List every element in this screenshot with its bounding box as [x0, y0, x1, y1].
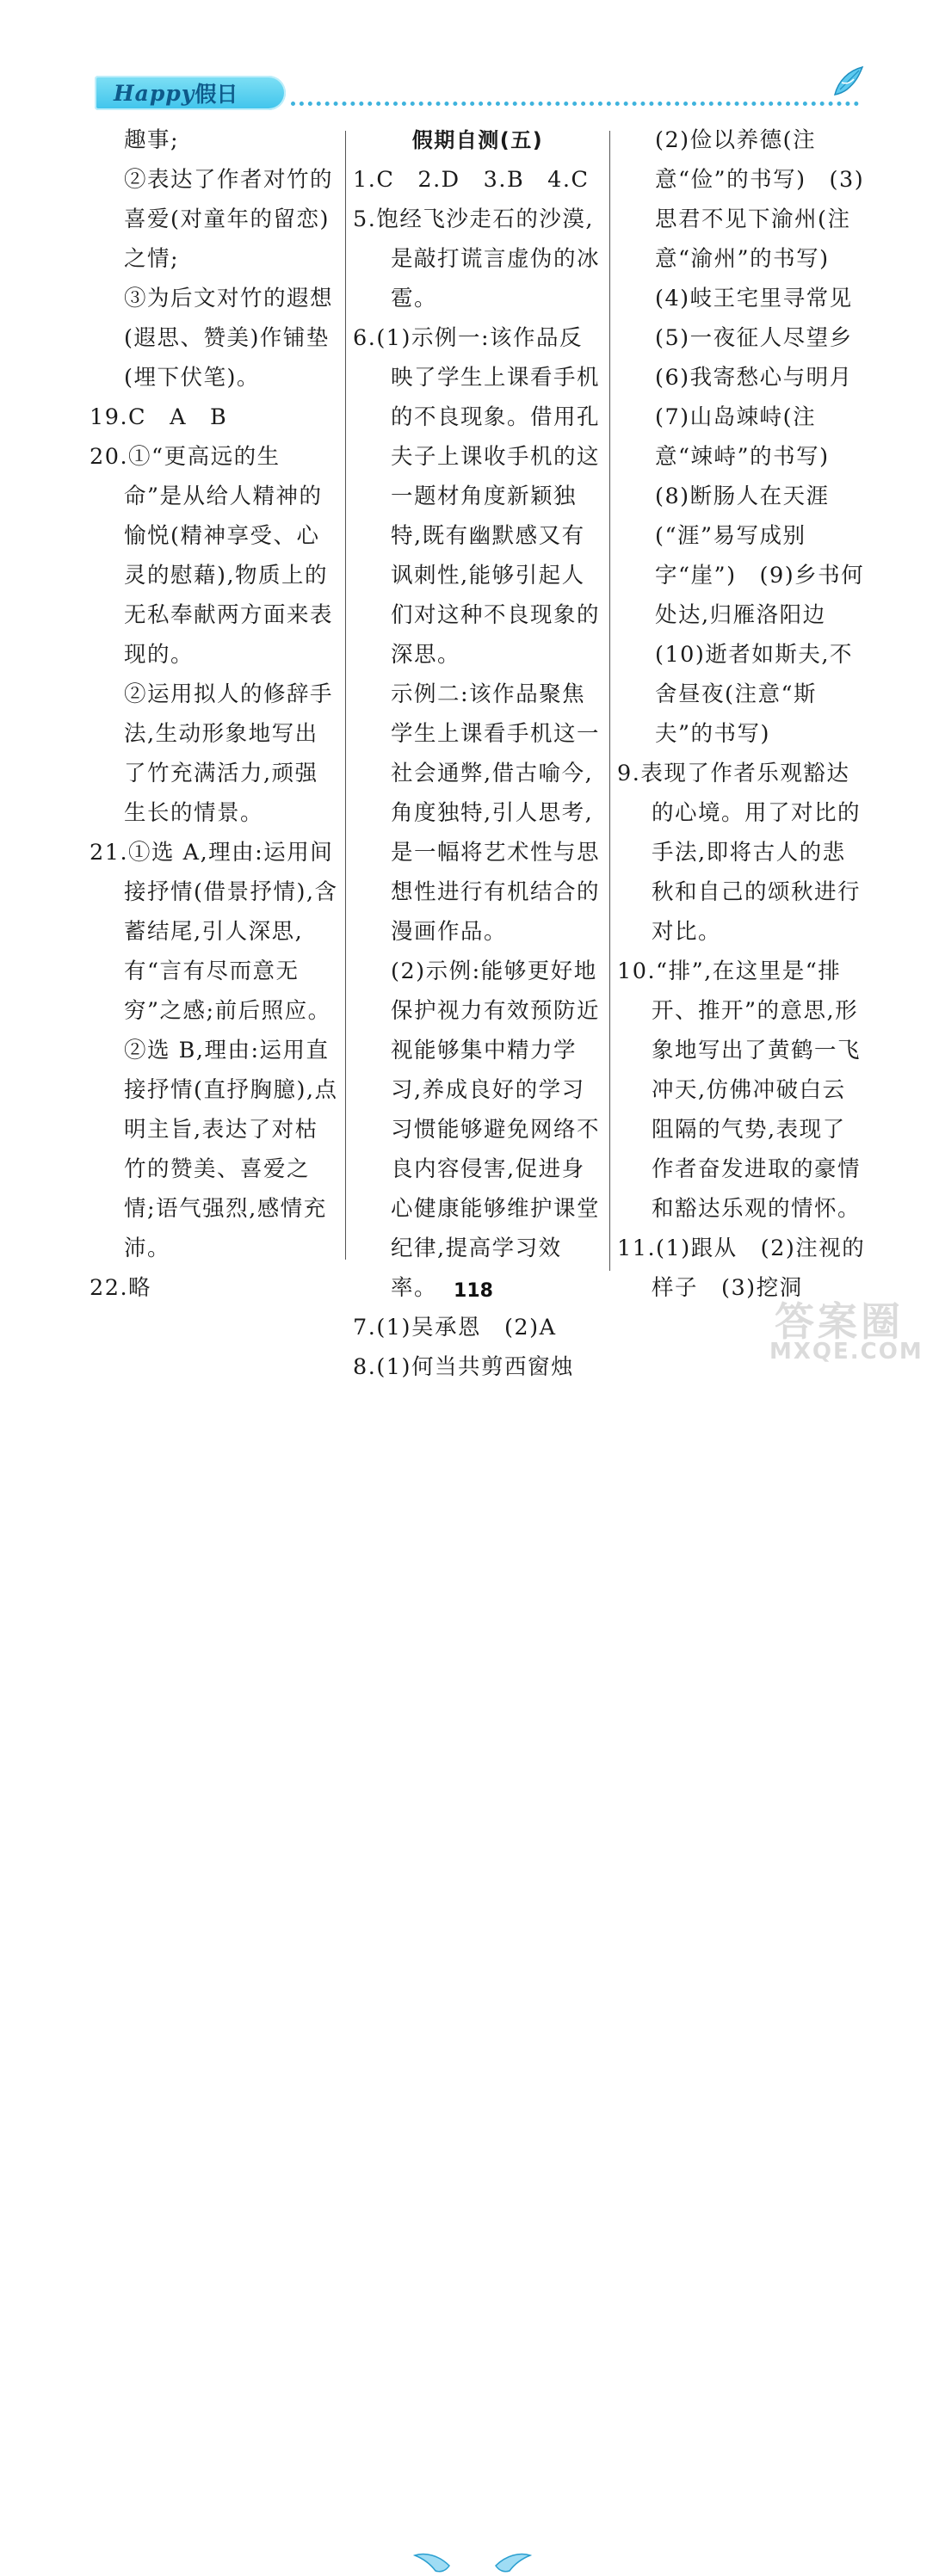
answer-paragraph: 8.(1)何当共剪西窗烛	[353, 1354, 574, 1380]
answer-paragraph: 11.(1)跟从 (2)注视的样子 (3)挖洞	[617, 1236, 866, 1301]
answer-paragraph: (7)山岛竦峙(注意“竦峙”的书写)	[655, 404, 830, 470]
section-title: 假期自测(五)	[411, 128, 544, 152]
answer-paragraph: ②表达了作者对竹的喜爱(对童年的留恋)之情;	[124, 167, 334, 272]
column-divider-2	[609, 131, 610, 1271]
answer-paragraph: (6)我寄愁心与明月	[655, 365, 853, 391]
answer-paragraph: 趣事;	[124, 127, 180, 153]
answer-column-1	[90, 120, 339, 1301]
header-dotted-rule	[291, 102, 859, 106]
answer-paragraph: (5)一夜征人尽望乡	[655, 325, 853, 351]
answer-paragraph: (4)岐王宅里寻常见	[655, 286, 853, 311]
brand-banner	[95, 76, 286, 110]
watermark-title: 答案圈	[775, 1298, 904, 1345]
answer-paragraph: (8)断肠人在天涯(“涯”易写成别字“崖”) (9)乡书何处达,归雁洛阳边	[655, 484, 865, 628]
brand-chinese: 假日	[195, 82, 238, 107]
answer-paragraph: (2)俭以养德(注意“俭”的书写) (3)思君不见下渝州(注意“渝州”的书写)	[655, 127, 865, 272]
page-number: 118	[454, 1280, 493, 1302]
left-wing-icon	[413, 2550, 451, 2576]
answer-paragraph: 21.①选 A,理由:运用间接抒情(借景抒情),含蓄结尾,引人深思,有“言有尽而意无穷”之感;前后照应。	[90, 840, 338, 1024]
answer-paragraph: 1.C 2.D 3.B 4.C	[353, 167, 590, 193]
answer-paragraph: 9.表现了作者乐观豁达的心境。用了对比的手法,即将古人的悲秋和自己的颂秋进行对比。	[617, 761, 862, 945]
answer-paragraph: ③为后文对竹的遐想(遐思、赞美)作铺垫(埋下伏笔)。	[124, 286, 334, 391]
brand-english: Happy	[114, 80, 195, 106]
answer-paragraph: (10)逝者如斯夫,不舍昼夜(注意“斯夫”的书写)	[655, 642, 853, 747]
answer-paragraph: 22.略	[90, 1275, 152, 1301]
answer-paragraph: 20.①“更高远的生命”是从给人精神的愉悦(精神享受、心灵的慰藉),物质上的无私奉献两方面来表现的。	[90, 444, 334, 668]
page-header	[0, 0, 939, 129]
answer-paragraph: ②运用拟人的修辞手法,生动形象地写出了竹充满活力,顽强生长的情景。	[124, 681, 334, 826]
answer-paragraph: 5.饱经飞沙走石的沙漠,是敲打谎言虚伪的冰雹。	[353, 206, 601, 311]
answer-paragraph: (2)示例:能够更好地保护视力有效预防近视能够集中精力学习,养成良好的学习习惯能够避免网络不良内容侵害,促进身心健康能够维护课堂纪律,提高学习效率。	[391, 958, 601, 1301]
answer-paragraph: 示例二:该作品聚焦学生上课看手机这一社会通弊,借古喻今,角度独特,引人思考,是一幅将艺术性与思想性进行有机结合的漫画作品。	[391, 681, 601, 945]
watermark	[757, 1291, 930, 1368]
answer-paragraph: 7.(1)吴承恩 (2)A	[353, 1315, 557, 1340]
answer-paragraph: 19.C A B	[90, 404, 228, 430]
column-divider-1	[345, 131, 346, 1260]
answer-paragraph: 10.“排”,在这里是“排开、推开”的意思,形象地写出了黄鹤一飞冲天,仿佛冲破白云阻隔的气势,表现了作者奋发进取的豪情和豁达乐观的情怀。	[617, 958, 862, 1222]
answer-column-3	[617, 120, 867, 1301]
watermark-url: MXQE.COM	[769, 1339, 924, 1365]
wing-pen-icon	[830, 64, 868, 100]
answer-paragraph: ②选 B,理由:运用直接抒情(直抒胸臆),点明主旨,表达了对枯竹的赞美、喜爱之情;语气强烈,感情充沛。	[124, 1038, 338, 1261]
answer-paragraph: 6.(1)示例一:该作品反映了学生上课看手机的不良现象。借用孔夫子上课收手机的这一题材角度新颖独特,既有幽默感又有讽刺性,能够引起人们对这种不良现象的深思。	[353, 325, 601, 668]
right-wing-icon	[494, 2550, 532, 2576]
